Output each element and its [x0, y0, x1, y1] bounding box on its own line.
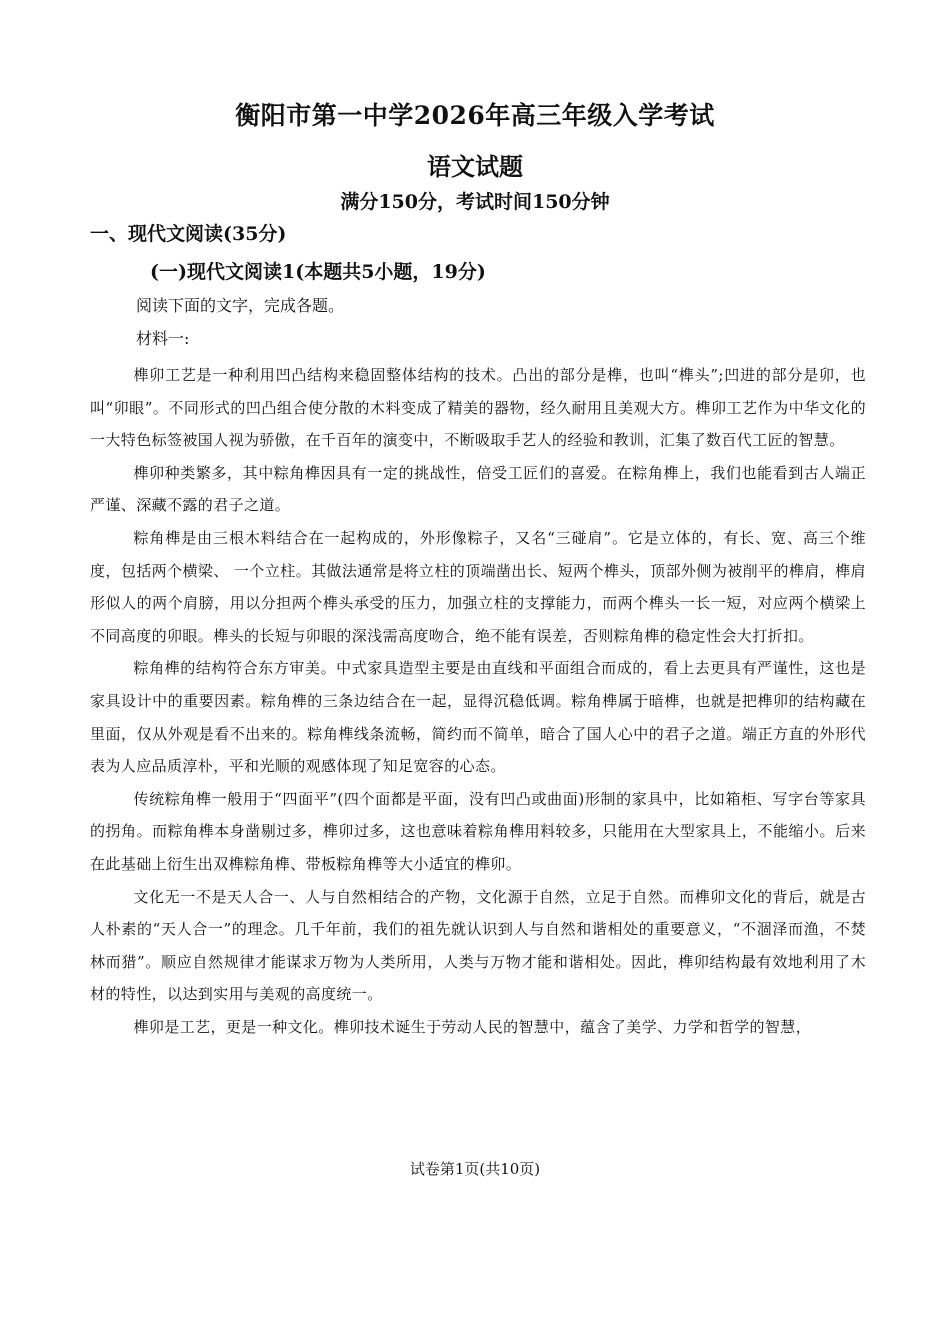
passage-paragraph: 粽角榫的结构符合东方审美。中式家具造型主要是由直线和平面组合而成的，看上去更具有严谨性，这也是家具设计中的重要因素。粽角榫的三条边结合在一起，显得沉稳低调。粽角榫属于暗榫，也就是把榫卯的结构藏在里面，仅从外观是看不出来的。粽角榫线条流畅，简约而不简单，暗合了国人心中的君子之道。端正方直的外形代表为人应品质淳朴，平和光顺的观感体现了知足宽容的心态。 — [90, 659, 866, 776]
subject-title: 语文试题 — [427, 152, 523, 181]
passage-paragraph: 传统粽角榫一般用于“四面平”(四个面都是平面，没有凹凸或曲面)形制的家具中，比如箱柜、写字台等家具的拐角。而粽角榫本身凿剔过多，榫卯过多，这也意味着粽角榫用料较多，只能用在大型家具上，不能缩小。后来在此基础上衍生出双榫粽角榫、带板粽角榫等大小适宜的榫卯。 — [90, 789, 866, 873]
passage-paragraph: 文化无一不是天人合一、人与自然相结合的产物，文化源于自然，立足于自然。而榫卯文化的背后，就是古人朴素的“天人合一”的理念。几千年前，我们的祖先就认识到人与自然和谐相处的重要意义，“不涸泽而渔，不焚林而猎”。顺应自然规律才能谋求万物为人类所用，人类与万物才能和谐相处。因此，榫卯结构最有效地利用了木材的特性，以达到实用与美观的高度统一。 — [90, 887, 866, 1004]
passage-paragraph: 榫卯种类繁多，其中粽角榫因具有一定的挑战性，倍受工匠们的喜爱。在粽角榫上，我们也能看到古人端正严谨、深藏不露的君子之道。 — [90, 463, 866, 515]
passage-paragraph: 榫卯是工艺，更是一种文化。榫卯技术诞生于劳动人民的智慧中，蕴含了美学、力学和哲学的智慧， — [133, 1017, 812, 1036]
passage-paragraph: 粽角榫是由三根木料结合在一起构成的，外形像粽子，又名“三碰肩”。它是立体的，有长、宽、高三个维度，包括两个横梁、 一个立柱。其做法通常是将立柱的顶端凿出长、短两个榫头，顶部外侧为被削平的榫肩，榫肩形似人的两个肩膀，用以分担两个榫头承受的压力，加强立柱的支撑能力，而两个榫头一长一短，对应两个横梁上不同高度的卯眼。榫头的长短与卯眼的深浅需高度吻合，绝不能有误差，否则粽角榫的稳定性会大打折扣。 — [90, 528, 866, 645]
section-subheading: (一)现代文阅读1(本题共5小题，19分) — [150, 261, 486, 283]
instruction-text: 阅读下面的文字，完成各题。 — [136, 296, 345, 315]
exam-info: 满分150分，考试时间150分钟 — [340, 191, 610, 213]
passage-paragraph: 榫卯工艺是一种利用凹凸结构来稳固整体结构的技术。凸出的部分是榫，也叫“榫头”;凹进的部分是卯，也叫“卯眼”。不同形式的凹凸组合使分散的木料变成了精美的器物，经久耐用且美观大方。榫卯工艺作为中华文化的一大特色标签被国人视为骄傲，在千百年的演变中，不断吸取手艺人的经验和教训，汇集了数百代工匠的智慧。 — [90, 366, 866, 450]
exam-title: 衡阳市第一中学2026年高三年级入学考试 — [235, 101, 715, 130]
passage-body — [90, 359, 866, 1043]
section-heading: 一、现代文阅读(35分) — [90, 223, 287, 245]
material-label: 材料一: — [136, 329, 190, 348]
page-footer: 试卷第1页(共10页) — [409, 1160, 541, 1178]
